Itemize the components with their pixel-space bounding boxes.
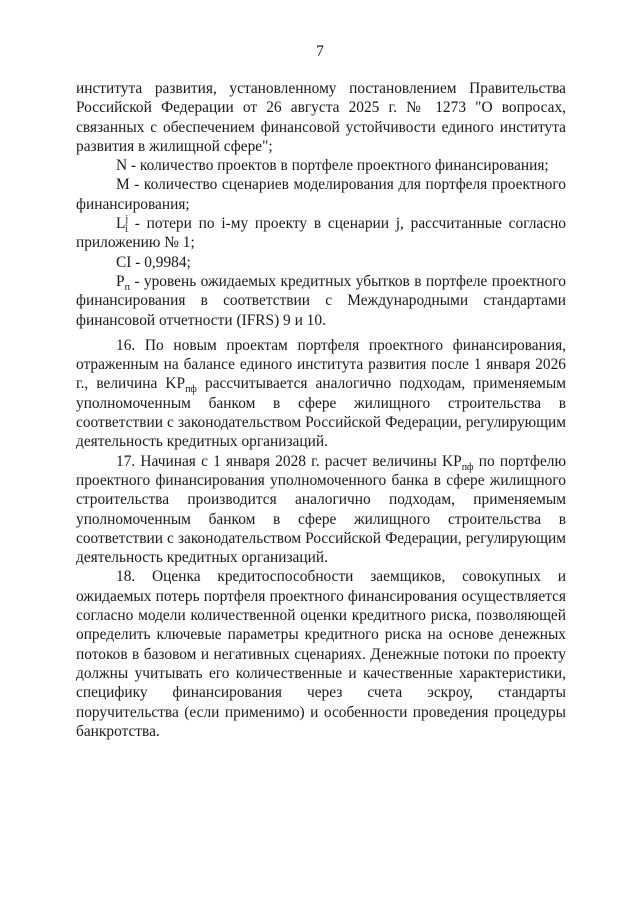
symbol-p-subscript: п [124,282,130,294]
definition-l [76,214,566,253]
paragraph-16 [76,336,566,452]
document-body [76,79,566,741]
paragraph-18: 18. Оценка кредитоспособности заемщиков, совокупных и ожидаемых потерь портфеля проектного финансирования осуществляется согласно модели количественной оценки кредитного риска, позволяющей определить ключевые параметры кредитного риска на основе денежных потоков в базовом и негативных сценариях. Денежные потоки по проекту должны учитывать его количественные и качественные характеристики, специфику финансирования через счета эскроу, стандарты поручительства (если применимо) и особенности проведения процедуры банкротства. [76,568,566,740]
page-number: 7 [316,43,324,60]
definition-n: N - количество проектов в портфеле проектного финансирования; [116,157,549,175]
symbol-l-superscript: j [125,213,129,225]
paragraph-16-text-b: рассчитывается аналогично подходам, применяемым уполномоченным банком в сфере жилищного строительства в соответствии с законодательством Российской Федерации, регулирующим деятельность кредитных организаций. [76,375,566,451]
definition-p-text: - уровень ожидаемых кредитных убытков в портфеле проектного финансирования в соответствии с Международными стандартами финансовой отчетности (IFRS) 9 и 10. [76,272,566,329]
definition-m: M - количество сценариев моделирования для портфеля проектного финансирования; [76,176,566,213]
kp-subscript: пф [461,461,474,473]
definition-ci: CI - 0,9984; [116,253,191,271]
symbol-p: P [116,272,125,290]
paragraph-continuation: института развития, установленному постановлением Правительства Российской Федерации от 26 августа 2025 г. № 1273 "О вопросах, связанных с обеспечением финансовой устойчивости единого института развития в жилищной сфере"; [76,80,566,155]
paragraph-17-text-a: 17. Начиная с 1 января 2028 г. расчет величины KP [116,452,462,470]
paragraph-16-text-a: 16. По новым проектам портфеля проектного финансирования, отраженным на балансе единого института развития после 1 января 2026 г., величина KP [76,336,566,393]
kp-subscript: пф [185,384,197,396]
definition-p [76,272,566,330]
definition-l-text: - потери по i-му проекту в сценарии j, рассчитанные согласно приложению № 1; [76,215,566,252]
symbol-l-subscript: i [125,224,128,236]
symbol-l: L [116,215,126,233]
paragraph-17-text-b: по портфелю проектного финансирования уполномоченного банка в сфере жилищного строительства производится аналогично подходам, применяемым уполномоченным банком в сфере жилищного строительства в соответствии с законодательством Российской Федерации, регулирующим деятельность кредитных организаций. [76,452,566,567]
paragraph-17 [76,452,566,568]
